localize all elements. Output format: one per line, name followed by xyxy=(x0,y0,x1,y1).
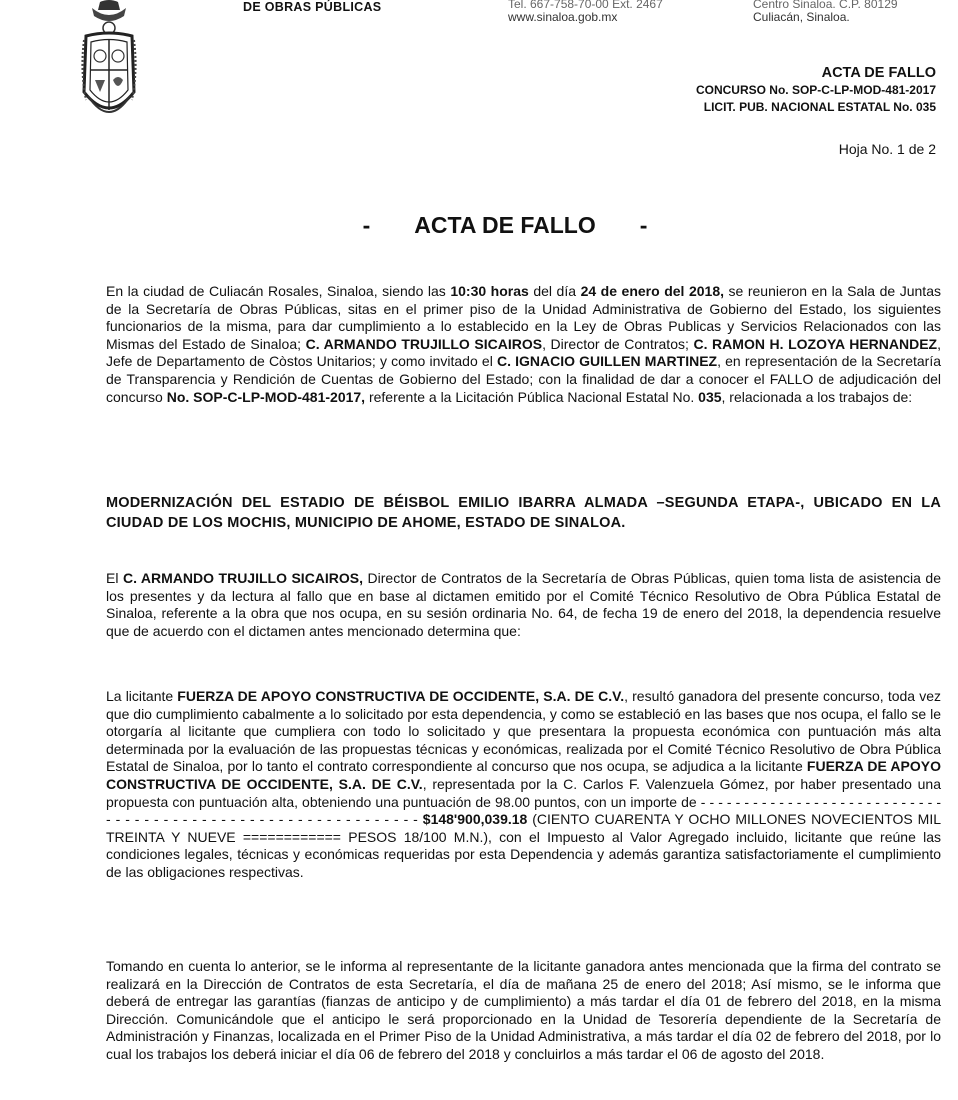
paragraph-contract-signing: Tomando en cuenta lo anterior, se le informa al representante de la licitante ganadora antes mencionada que la firma del contrato se realizará en la Dirección de Contratos de esta Secretaría, el día de mañana 25 de enero del 2018; Así mismo, se le informa que deberá de entregar las garantías (fianzas de anticipo y de cumplimiento) a más tardar el día 01 de febrero del 2018, en la misma Dirección. Comunicándole que el anticipo le será proporcionado en la Unidad de Tesorería dependiente de la Secretaría de Administración y Finanzas, localizada en el Primer Piso de la Unidad Administrativa, a más tardar el día 02 de febrero del 2018, por lo cual los trabajos los deberá iniciar el día 06 de febrero del 2018 y concluirlos a más tardar el 06 de agosto del 2018. xyxy=(106,958,941,1062)
website: www.sinaloa.gob.mx xyxy=(508,10,618,24)
city: Culiacán, Sinaloa. xyxy=(753,10,850,24)
page-number: Hoja No. 1 de 2 xyxy=(838,141,936,157)
paragraph-award: La licitante FUERZA DE APOYO CONSTRUCTIVA DE OCCIDENTE, S.A. DE C.V., resultó ganadora del presente concurso, toda vez que dio cumplimiento cabalmente a lo solicitado por esta dependencia, y como se estableció en las bases que nos ocupa, el fallo se le otorgaría al licitante que cumpliera con todo lo solicitado y que presentara la propuesta económica con puntuación más alta determinada por la evaluación de las propuestas técnicas y económicas, realizada por el Comité Técnico Resolutivo de Obra Pública Estatal de Sinaloa, por lo tanto el contrato correspondiente al concurso que nos ocupa, se adjudica a la licitante FUERZA DE APOYO CONSTRUCTIVA DE OCCIDENTE, S.A. DE C.V., representada por la C. Carlos F. Valenzuela Gómez, por haber presentado una propuesta con puntuación alta, obteniendo una puntuación de 98.00 puntos, con un importe de - - - - - - - - - - - - - - - - - - - - - - - - - - - - - - - - - - - - - - - - - - - - - - - - - - - - - - - - - - - - - $148'900,039.18 (CIENTO CUARENTA Y OCHO MILLONES NOVECIENTOS MIL TREINTA Y NUEVE ============ PESOS 18/100 M.N.), con el Impuesto al Valor Agregado incluido, licitante que reúne las condiciones legales, técnicas y económicas requeridas por esta Dependencia y además garantiza satisfactoriamente el cumplimiento de las obligaciones respectivas. xyxy=(106,688,942,880)
phone-number: Tel. 667-758-70-00 Ext. 2467 xyxy=(508,0,663,11)
header-address xyxy=(753,0,898,24)
licitacion-number: LICIT. PUB. NACIONAL ESTATAL No. 035 xyxy=(703,100,936,114)
department-name: DE OBRAS PÚBLICAS xyxy=(243,0,382,14)
paragraph-meeting: En la ciudad de Culiacán Rosales, Sinaloa, siendo las 10:30 horas del día 24 de enero del 2018, se reunieron en la Sala de Juntas de la Secretaría de Obras Públicas, sitas en el primer piso de la Unidad Administrativa de Gobierno del Estado, los siguientes funcionarios de la misma, para dar cumplimiento a lo establecido en la Ley de Obras Publicas y Servicios Relacionados con las Mismas del Estado de Sinaloa; C. ARMANDO TRUJILLO SICAIROS, Director de Contratos; C. RAMON H. LOZOYA HERNANDEZ, Jefe de Departamento de Còstos Unitarios; y como invitado el C. IGNACIO GUILLEN MARTINEZ, en representación de la Secretaría de Transparencia y Rendición de Cuentas de Gobierno del Estado; con la finalidad de dar a conocer el FALLO de adjudicación del concurso No. SOP-C-LP-MOD-481-2017, referente a la Licitación Pública Nacional Estatal No. 035, relacionada a los trabajos de: xyxy=(106,283,942,405)
title-text: ACTA DE FALLO xyxy=(414,212,596,238)
document-title xyxy=(0,212,958,239)
address-line: Centro Sinaloa. C.P. 80129 xyxy=(753,0,898,11)
acta-reference-block xyxy=(696,64,936,116)
paragraph-project-name: MODERNIZACIÓN DEL ESTADIO DE BÉISBOL EMILIO IBARRA ALMADA –SEGUNDA ETAPA-, UBICADO EN LA CIUDAD DE LOS MOCHIS, MUNICIPIO DE AHOME, ESTADO DE SINALOA. xyxy=(106,495,941,531)
title-dash-left: - xyxy=(362,212,371,238)
title-dash-right: - xyxy=(639,212,648,238)
acta-label: ACTA DE FALLO xyxy=(821,65,936,81)
paragraph-director: El C. ARMANDO TRUJILLO SICAIROS, Director de Contratos de la Secretaría de Obras Públicas, quien toma lista de asistencia de los presentes y da lectura al fallo que en base al dictamen emitido por el Comité Técnico Resolutivo de Obra Pública Estatal de Sinaloa, referente a la obra que nos ocupa, en su sesión ordinaria No. 64, de fecha 19 de enero del 2018, la dependencia resuelve que de acuerdo con el dictamen antes mencionado determina que: xyxy=(106,570,942,639)
header-contact xyxy=(508,0,663,24)
state-seal-icon xyxy=(78,0,140,130)
concurso-number: CONCURSO No. SOP-C-LP-MOD-481-2017 xyxy=(695,83,936,97)
